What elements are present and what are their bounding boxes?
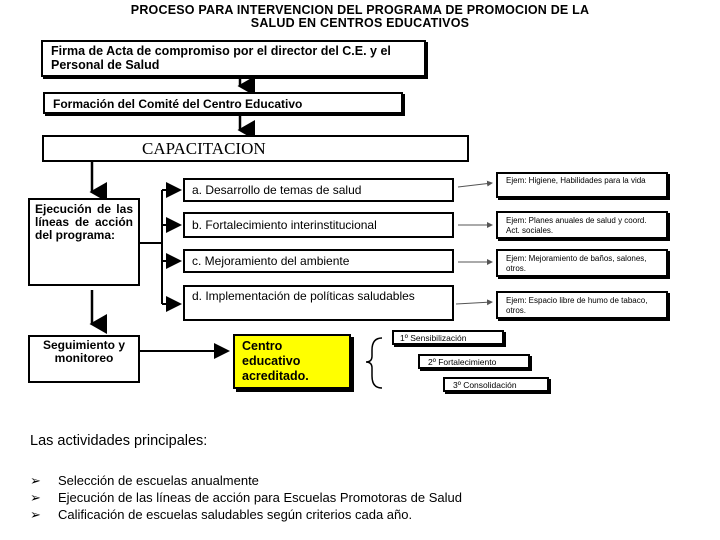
activity-item-text: Selección de escuelas anualmente xyxy=(58,473,259,488)
step-comite-text: Formación del Comité del Centro Educativo xyxy=(53,97,303,111)
ejecucion-text: Ejecución de las líneas de acción del programa: xyxy=(35,202,133,242)
example-d-box xyxy=(496,291,668,319)
seguimiento-box xyxy=(28,335,140,383)
line-b-label: b. Fortalecimiento interinstitucional xyxy=(192,218,377,232)
line-d-box xyxy=(183,285,454,321)
example-c-text: Ejem: Mejoramiento de baños, salones, otros. xyxy=(506,254,647,273)
activity-item xyxy=(30,507,412,522)
title-line-1: PROCESO PARA INTERVENCION DEL PROGRAMA DE PROMOCION DE LA xyxy=(130,3,590,17)
capacitacion-text: CAPACITACION xyxy=(142,139,266,158)
activity-item-text: Calificación de escuelas saludables según criterios cada año. xyxy=(58,507,413,522)
line-a-label: a. Desarrollo de temas de salud xyxy=(192,183,362,197)
level-3-text: 3º Consolidación xyxy=(453,380,517,390)
example-d-text: Ejem: Espacio libre de humo de tabaco, otros. xyxy=(506,296,648,315)
level-2-text: 2º Fortalecimiento xyxy=(428,357,497,367)
title-line-2: SALUD EN CENTROS EDUCATIVOS xyxy=(250,16,470,30)
example-a-box xyxy=(496,172,668,198)
activity-item-text: Ejecución de las líneas de acción para Escuelas Promotoras de Salud xyxy=(58,490,462,505)
level-3-box xyxy=(443,377,549,392)
activity-item xyxy=(30,473,259,488)
line-c-label: c. Mejoramiento del ambiente xyxy=(192,254,350,268)
step-acta-text: Firma de Acta de compromiso por el director del C.E. y el Personal de Salud xyxy=(51,44,391,72)
bullet-arrow-icon: ➢ xyxy=(30,473,41,488)
bullet-arrow-icon: ➢ xyxy=(30,507,41,522)
example-a-text: Ejem: Higiene, Habilidades para la vida xyxy=(506,176,646,185)
line-b-box xyxy=(183,212,454,238)
brace xyxy=(366,338,382,388)
ejecucion-box xyxy=(28,198,140,286)
capacitacion-box xyxy=(42,135,469,162)
seguimiento-text: Seguimiento y monitoreo xyxy=(42,338,125,365)
example-c-box xyxy=(496,249,668,277)
line-c-box xyxy=(183,249,454,273)
line-a-box xyxy=(183,178,454,202)
level-2-box xyxy=(418,354,530,369)
activities-heading: Las actividades principales: xyxy=(30,433,208,449)
step-comite-box xyxy=(43,92,403,114)
level-1-box xyxy=(392,330,504,345)
centro-acreditado-text: Centro educativo acreditado. xyxy=(242,339,309,383)
level-1-text: 1º Sensibilización xyxy=(400,333,467,343)
line-d-label: d. Implementación de políticas saludables xyxy=(192,289,415,303)
example-b-text: Ejem: Planes anuales de salud y coord. Act. sociales. xyxy=(506,216,647,235)
step-acta-box xyxy=(41,40,426,77)
centro-acreditado-box xyxy=(233,334,351,389)
bullet-arrow-icon: ➢ xyxy=(30,490,41,505)
activity-item xyxy=(30,490,462,505)
example-b-box xyxy=(496,211,668,239)
